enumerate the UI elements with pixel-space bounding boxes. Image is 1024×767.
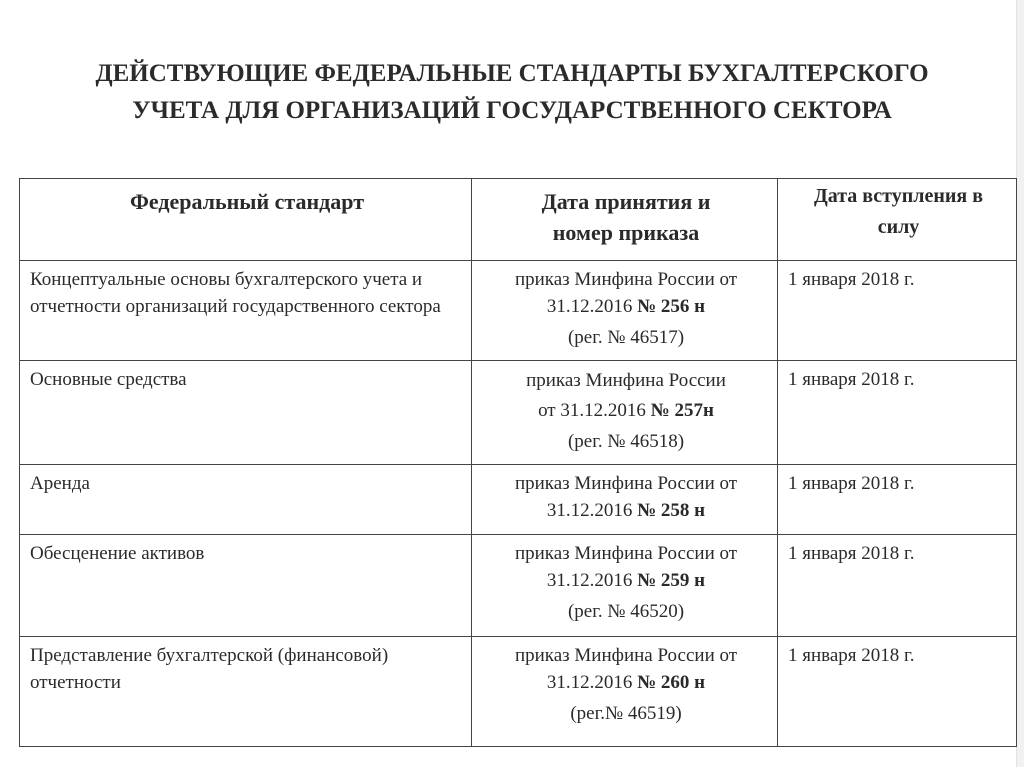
cell-effective	[778, 261, 1017, 361]
order-date-line	[482, 396, 770, 426]
registration-number: (рег. № 46520)	[567, 601, 685, 622]
header-standard-label: Федеральный стандарт	[129, 189, 365, 214]
order-number: № 260 н	[637, 672, 706, 693]
table-header-row	[20, 179, 1017, 261]
effective-date: 1 января 2018 г.	[788, 473, 915, 494]
order-date-line	[482, 567, 770, 594]
standard-name: Аренда	[30, 473, 90, 494]
table-row	[20, 535, 1017, 637]
registration-number: (рег. № 46517)	[567, 327, 685, 348]
cell-effective	[778, 465, 1017, 535]
order-text: приказ Минфина России от	[514, 543, 738, 564]
table-row	[20, 261, 1017, 361]
standard-name: Концептуальные основы бухгалтерского учета и отчетности организаций государственного сектора	[30, 269, 441, 317]
order-number: № 259 н	[637, 570, 706, 591]
cell-standard	[20, 465, 472, 535]
standards-table	[19, 178, 1017, 747]
order-date-line	[482, 293, 770, 320]
header-effective-line-1: Дата вступления в	[813, 185, 984, 207]
registration-number: (рег. № 46518)	[567, 431, 685, 452]
cell-standard	[20, 535, 472, 637]
order-text: приказ Минфина России от	[514, 473, 738, 494]
header-effective	[778, 179, 1017, 261]
order-date: 31.12.2016	[546, 570, 638, 591]
cell-effective	[778, 637, 1017, 747]
header-order-line-2: номер приказа	[552, 220, 700, 245]
cell-standard	[20, 637, 472, 747]
cell-order	[472, 465, 778, 535]
slide-right-edge	[1016, 0, 1024, 767]
header-effective-line-2: силу	[877, 216, 920, 238]
order-number: № 256 н	[637, 296, 706, 317]
order-number: № 258 н	[637, 500, 706, 521]
order-date-line	[482, 497, 770, 524]
header-order-line-1: Дата принятия и	[541, 189, 711, 214]
order-date: от 31.12.2016	[538, 400, 651, 421]
order-text: приказ Минфина России от	[514, 645, 738, 666]
cell-effective	[778, 535, 1017, 637]
title-line-2: УЧЕТА ДЛЯ ОРГАНИЗАЦИЙ ГОСУДАРСТВЕННОГО СЕКТОРА	[132, 97, 892, 124]
order-text: приказ Минфина России от	[514, 269, 738, 290]
cell-standard	[20, 361, 472, 465]
order-date: 31.12.2016	[546, 500, 638, 521]
standard-name: Основные средства	[30, 369, 187, 390]
effective-date: 1 января 2018 г.	[788, 369, 915, 390]
effective-date: 1 января 2018 г.	[788, 645, 915, 666]
table-row	[20, 465, 1017, 535]
cell-order	[472, 637, 778, 747]
order-number: № 257н	[650, 400, 714, 421]
effective-date: 1 января 2018 г.	[788, 543, 915, 564]
effective-date: 1 января 2018 г.	[788, 269, 915, 290]
registration-number: (рег.№ 46519)	[570, 703, 682, 724]
header-standard	[20, 179, 472, 261]
cell-effective	[778, 361, 1017, 465]
page-title	[20, 55, 1004, 129]
cell-order	[472, 361, 778, 465]
standard-name: Обесценение активов	[30, 543, 205, 564]
order-text: приказ Минфина России	[526, 370, 726, 391]
order-date: 31.12.2016	[546, 296, 638, 317]
table-row	[20, 361, 1017, 465]
standard-name: Представление бухгалтерской (финансовой) отчетности	[30, 645, 389, 693]
order-date: 31.12.2016	[546, 672, 638, 693]
title-line-1: ДЕЙСТВУЮЩИЕ ФЕДЕРАЛЬНЫЕ СТАНДАРТЫ БУХГАЛТЕРСКОГО	[95, 60, 929, 87]
cell-standard	[20, 261, 472, 361]
table-row	[20, 637, 1017, 747]
cell-order	[472, 261, 778, 361]
header-order	[472, 179, 778, 261]
cell-order	[472, 535, 778, 637]
order-date-line	[482, 669, 770, 696]
